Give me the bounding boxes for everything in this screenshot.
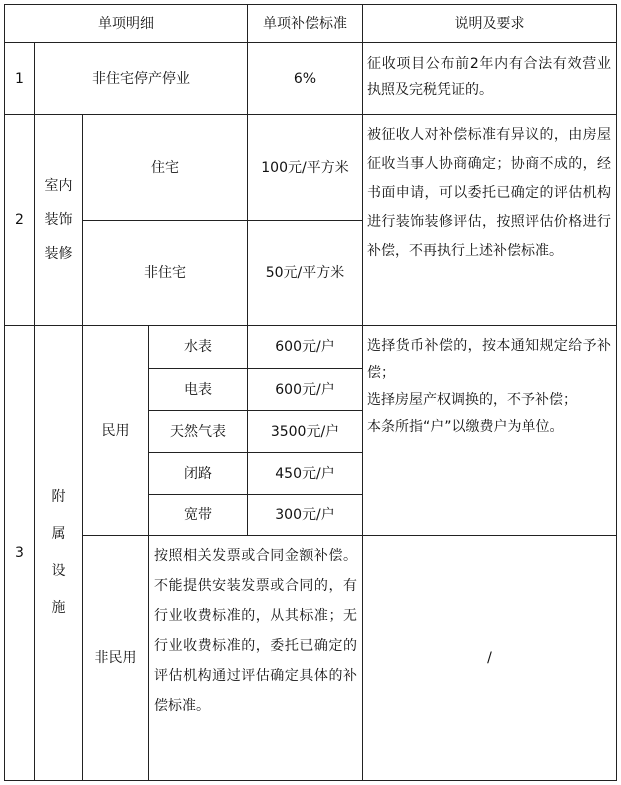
- header-requirement: 说明及要求: [454, 15, 525, 32]
- civil-standard-broadband: 300元/户: [275, 507, 335, 523]
- row-2-number: 2: [15, 212, 24, 228]
- header-standard: 单项补偿标准: [263, 15, 347, 32]
- row-2-sub-1-standard: 100元/平方米: [261, 159, 349, 176]
- noncivil-requirement: /: [487, 650, 492, 666]
- civil-item-gas-meter: 天然气表: [170, 423, 226, 440]
- civil-requirement-line-1: 选择货币补偿的，按本通知规定给予补偿；: [367, 338, 611, 381]
- civil-label: 民用: [101, 422, 130, 439]
- row-3-category-line-1: 附: [51, 489, 66, 505]
- civil-item-broadband: 宽带: [184, 507, 212, 523]
- row-3-number: 3: [15, 545, 24, 561]
- row-2-requirement: 被征收人对补偿标准有异议的，由房屋征收当事人协商确定；协商不成的，经书面申请，可以委托已确定的评估机构进行装饰装修评估，按照评估价格进行补偿，不再执行上述补偿标准。: [367, 127, 611, 259]
- row-2-category-line-2: 装饰: [44, 212, 73, 228]
- row-2-category: [35, 115, 82, 325]
- civil-item-water-meter: 水表: [184, 339, 212, 355]
- row-2-sub-1-item: 住宅: [151, 159, 179, 176]
- civil-item-electric-meter: 电表: [184, 381, 212, 398]
- civil-requirement: [367, 333, 611, 441]
- table-border-bottom: [4, 780, 617, 781]
- header-item: 单项明细: [98, 15, 154, 32]
- row-1-item: 非住宅停产停业: [92, 70, 190, 87]
- civil-standard-electric-meter: 600元/户: [275, 381, 335, 398]
- row-3-category-line-4: 施: [51, 600, 66, 616]
- row-1-number: 1: [15, 70, 24, 87]
- civil-requirement-line-2: 选择房屋产权调换的，不予补偿；: [367, 392, 577, 408]
- civil-standard-gas-meter: 3500元/户: [270, 423, 340, 440]
- civil-item-cable-tv: 闭路: [184, 465, 212, 482]
- row-1-requirement: 征收项目公布前2年内有合法有效营业执照及完税凭证的。: [367, 56, 611, 98]
- row-2-sub-2-item: 非住宅: [144, 265, 186, 281]
- row-3-category-line-2: 属: [51, 526, 66, 542]
- noncivil-standard: 按照相关发票或合同金额补偿。不能提供安装发票或合同的，有行业收费标准的，从其标准；无行业收费标准的，委托已确定的评估机构通过评估确定具体的补偿标准。: [154, 548, 357, 714]
- row-3-category: [35, 326, 82, 780]
- row-1-standard: 6%: [293, 70, 317, 87]
- civil-requirement-line-3: 本条所指“户”以缴费户为单位。: [367, 419, 564, 435]
- table-border-right: [616, 4, 617, 781]
- row-3-category-line-3: 设: [51, 563, 66, 579]
- row-2-sub-2-standard: 50元/平方米: [265, 265, 345, 281]
- row-2-category-line-1: 室内: [44, 178, 73, 194]
- civil-standard-water-meter: 600元/户: [275, 339, 335, 355]
- row-2-category-line-3: 装修: [44, 246, 73, 262]
- civil-standard-cable-tv: 450元/户: [275, 465, 335, 482]
- noncivil-label: 非民用: [94, 650, 137, 666]
